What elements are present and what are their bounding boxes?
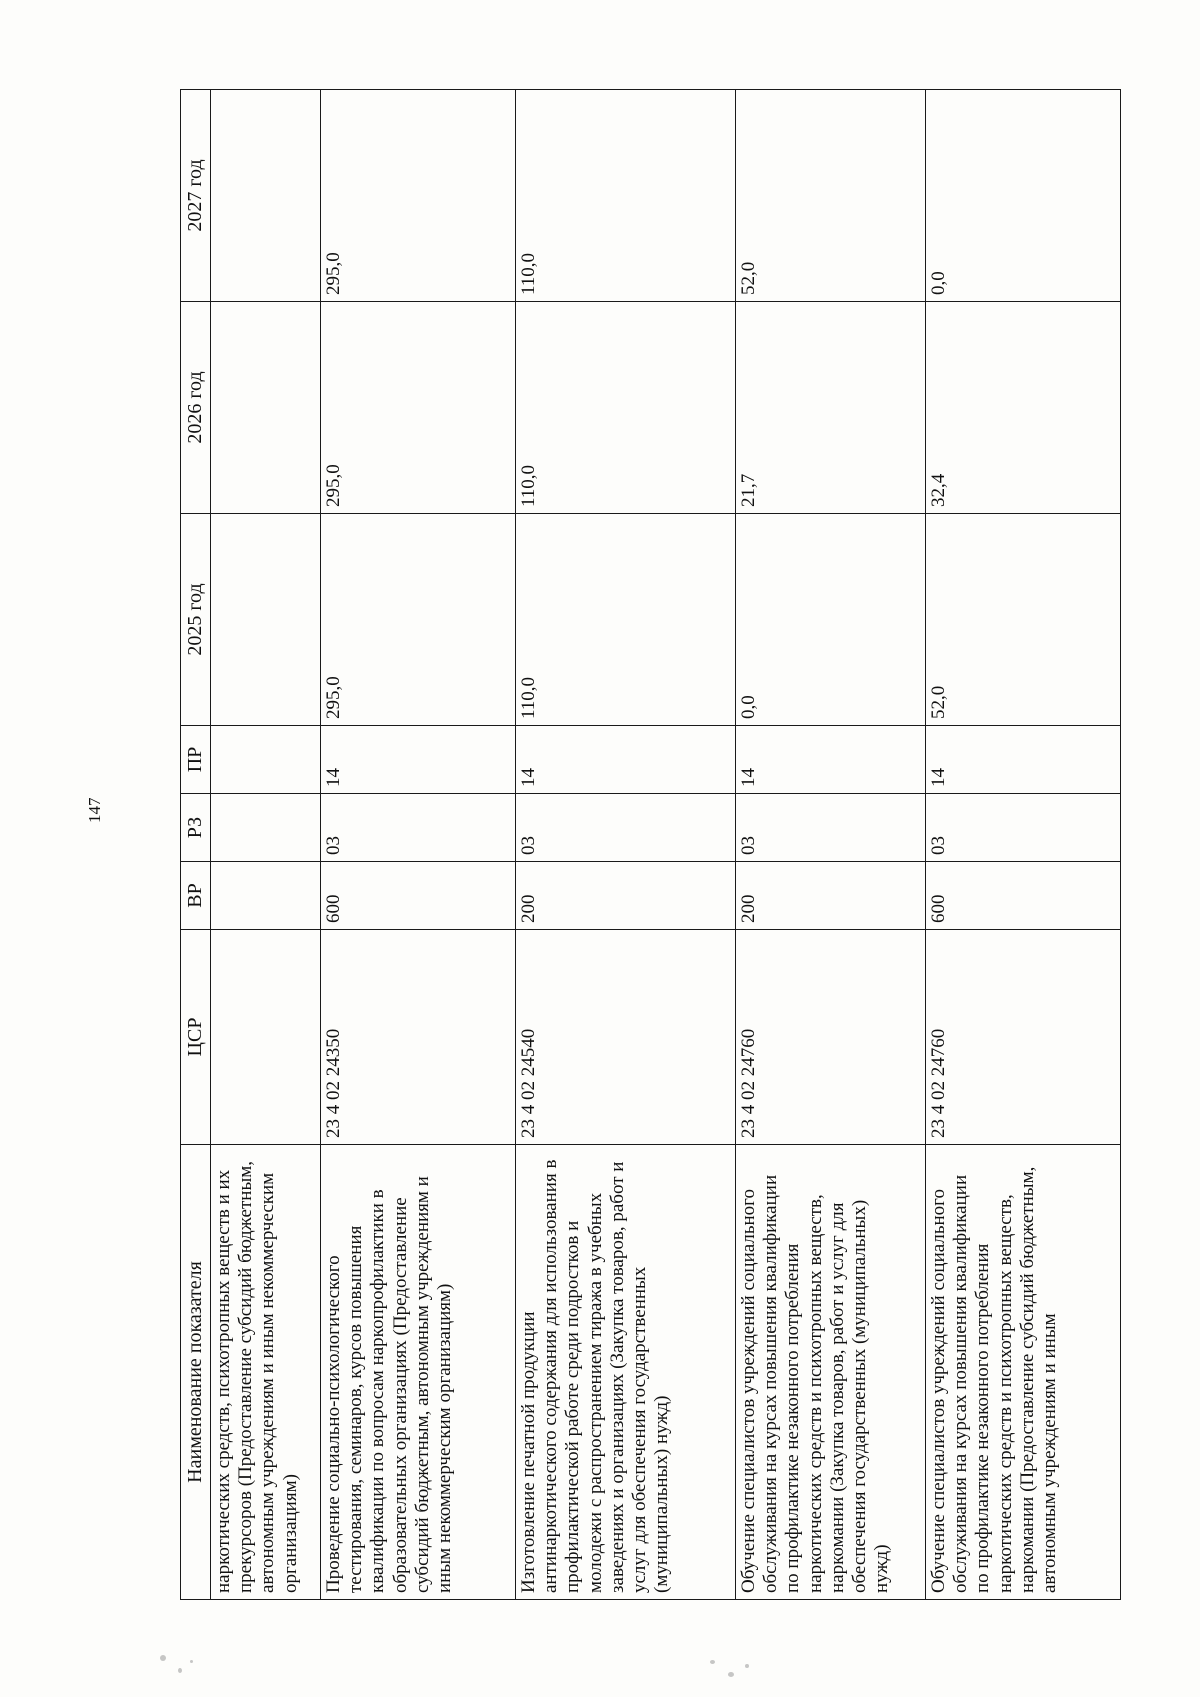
row-2025: 0,0 <box>736 514 926 726</box>
header-rz: РЗ <box>181 794 211 862</box>
row-name: Обучение специалистов учреждений социального обслуживания на курсах повышения квалификации по профилактике незаконного потребления наркотических средств и психотропных веществ, наркомании (Предоставление субсидий бюджетным, автономным учреждениям и иным <box>926 1145 1121 1600</box>
header-csr: ЦСР <box>181 930 211 1145</box>
row-2026: 21,7 <box>736 302 926 514</box>
header-2026: 2026 год <box>181 302 211 514</box>
header-2027: 2027 год <box>181 90 211 302</box>
row-2027: 0,0 <box>926 90 1121 302</box>
row-2025: 295,0 <box>321 514 516 726</box>
row-2026 <box>211 302 321 514</box>
row-2026: 110,0 <box>516 302 736 514</box>
row-2027: 52,0 <box>736 90 926 302</box>
row-rz: 03 <box>516 794 736 862</box>
row-csr: 23 4 02 24760 <box>736 930 926 1145</box>
scan-speckle <box>190 1660 193 1663</box>
row-name: Обучение специалистов учреждений социального обслуживания на курсах повышения квалификации по профилактике незаконного потребления наркотических средств и психотропных веществ, наркомании (Закупка товаров, работ и услуг для обеспечения государственных (муниципальных) нужд) <box>736 1145 926 1600</box>
row-2027 <box>211 90 321 302</box>
table-row <box>516 90 736 1600</box>
row-2026: 32,4 <box>926 302 1121 514</box>
table-row <box>736 90 926 1600</box>
row-csr: 23 4 02 24350 <box>321 930 516 1145</box>
table-header-row <box>181 90 211 1600</box>
header-pr: ПР <box>181 726 211 794</box>
row-2027: 295,0 <box>321 90 516 302</box>
row-2027: 110,0 <box>516 90 736 302</box>
scan-speckle <box>178 1668 182 1673</box>
row-vr: 600 <box>926 862 1121 930</box>
table-row <box>321 90 516 1600</box>
page-number: 147 <box>85 797 104 823</box>
row-2026: 295,0 <box>321 302 516 514</box>
row-rz: 03 <box>736 794 926 862</box>
row-name: наркотических средств, психотропных веществ и их прекурсоров (Предоставление субсидий бюджетным, автономным учреждениям и иным некоммерческим организациям) <box>211 1145 321 1600</box>
row-vr: 200 <box>516 862 736 930</box>
scan-speckle <box>728 1672 734 1677</box>
header-2025: 2025 год <box>181 514 211 726</box>
row-2025: 52,0 <box>926 514 1121 726</box>
row-pr: 14 <box>516 726 736 794</box>
row-rz <box>211 794 321 862</box>
row-name: Проведение социально-психологического тестирования, семинаров, курсов повышения квалификации по вопросам наркопрофилактики в образовательных организациях (Предоставление субсидий бюджетным, автономным учреждениям и иным некоммерческим организациям) <box>321 1145 516 1600</box>
row-csr: 23 4 02 24760 <box>926 930 1121 1145</box>
scan-speckle <box>160 1655 166 1661</box>
rotated-table-container <box>180 90 1120 1600</box>
row-name: Изготовление печатной продукции антинаркотического содержания для использования в профилактической работе среди подростков и молодежи с распространением тиража в учебных заведениях и организациях (Закупка товаров, работ и услуг для обеспечения государственных (муниципальных) нужд) <box>516 1145 736 1600</box>
row-pr: 14 <box>321 726 516 794</box>
row-rz: 03 <box>926 794 1121 862</box>
scan-speckle <box>710 1660 715 1664</box>
row-rz: 03 <box>321 794 516 862</box>
table-row <box>211 90 321 1600</box>
row-2025: 110,0 <box>516 514 736 726</box>
header-vr: ВР <box>181 862 211 930</box>
header-name: Наименование показателя <box>181 1145 211 1600</box>
row-2025 <box>211 514 321 726</box>
row-pr: 14 <box>736 726 926 794</box>
budget-table <box>180 89 1121 1600</box>
row-vr <box>211 862 321 930</box>
row-pr <box>211 726 321 794</box>
row-vr: 600 <box>321 862 516 930</box>
row-csr <box>211 930 321 1145</box>
scan-speckle <box>745 1664 749 1668</box>
row-csr: 23 4 02 24540 <box>516 930 736 1145</box>
row-vr: 200 <box>736 862 926 930</box>
row-pr: 14 <box>926 726 1121 794</box>
table-row <box>926 90 1121 1600</box>
